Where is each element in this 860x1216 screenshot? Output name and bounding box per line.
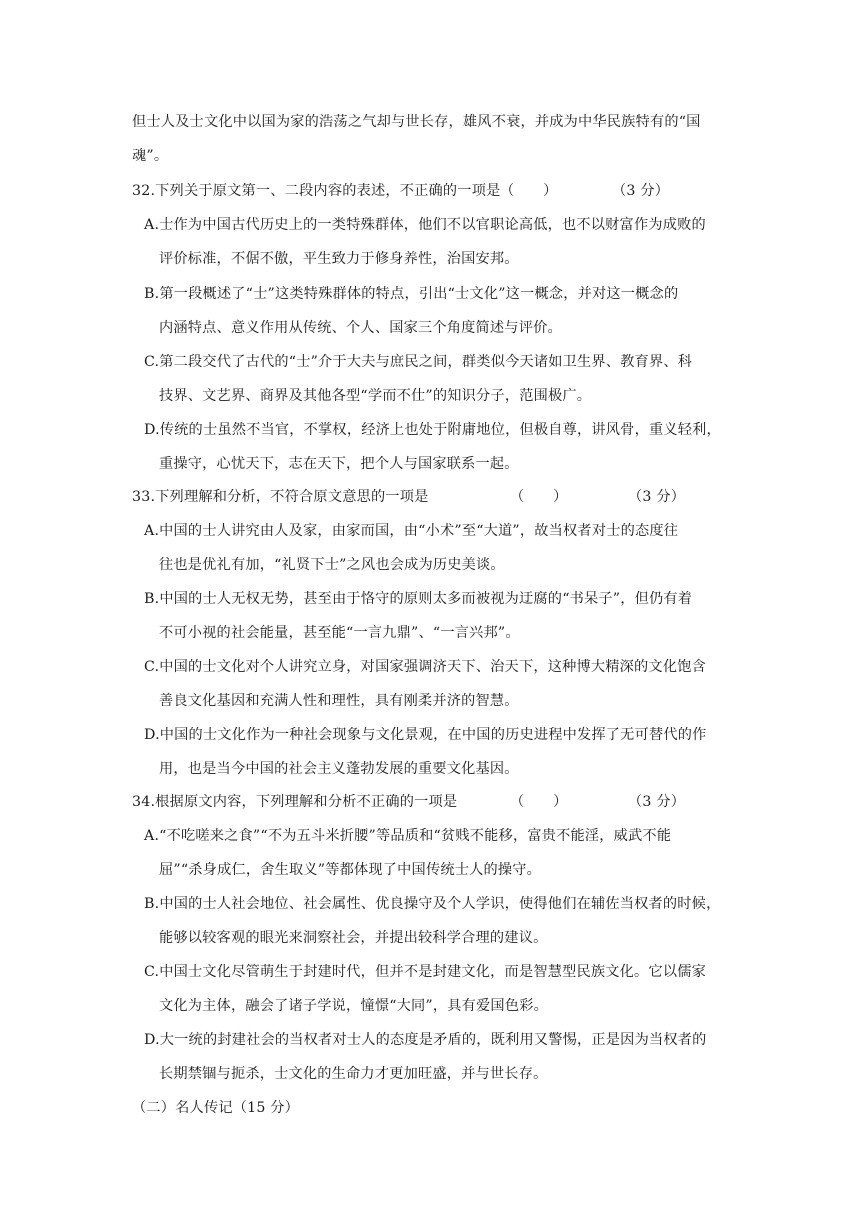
- q32-option-b-line-2: 内涵特点、意义作用从传统、个人、国家三个角度简述与评价。: [159, 320, 562, 336]
- q34-option-a-line-1: A.“不吃嗟来之食”“不为五斗米折腰”等品质和“贫贱不能移，富贵不能淫，威武不能: [144, 828, 672, 844]
- section-heading: （二）名人传记（15 分）: [132, 1100, 300, 1116]
- intro-line-2: 魂”。: [132, 148, 169, 164]
- q33-option-c-line-1: C.中国的士文化对个人讲究立身，对国家强调济天下、治天下，这种博大精深的文化饱含: [144, 659, 706, 675]
- q32-option-b-line-1: B.第一段概述了“士”这类特殊群体的特点，引出“士文化”这一概念，并对这一概念的: [144, 286, 679, 302]
- q33-option-b-line-2: 不可小视的社会能量，甚至能“一言九鼎”、“一言兴邦”。: [159, 625, 520, 641]
- question-34-score: （3 分）: [628, 794, 686, 810]
- q32-option-a-line-1: A.士作为中国古代历史上的一类特殊群体，他们不以官职论高低，也不以财富作为成败的: [144, 217, 706, 233]
- q33-option-b-line-1: B.中国的士人无权无势，甚至由于恪守的原则太多而被视为迂腐的“书呆子”，但仍有着: [144, 591, 693, 607]
- q33-option-d-line-1: D.中国的士文化作为一种社会现象与文化景观，在中国的历史进程中发挥了无可替代的作: [144, 727, 707, 743]
- q34-option-b-line-2: 能够以较客观的眼光来洞察社会，并提出较科学合理的建议。: [159, 930, 548, 946]
- intro-line-1: 但士人及士文化中以国为家的浩荡之气却与世长存，雄风不衰，并成为中华民族特有的“国: [132, 114, 701, 130]
- q34-option-b-line-1: B.中国的士人社会地位、社会属性、优良操守及个人学识，使得他们在辅佐当权者的时候，: [144, 896, 721, 912]
- question-32-stem: 32.下列关于原文第一、二段内容的表述，不正确的一项是: [132, 183, 501, 199]
- q34-option-d-line-2: 长期禁锢与扼杀，士文化的生命力才更加旺盛，并与世长存。: [159, 1066, 548, 1082]
- q33-option-a-line-1: A.中国的士人讲究由人及家，由家而国，由“小术”至“大道”，故当权者对士的态度往: [144, 523, 679, 539]
- q34-option-c-line-2: 文化为主体，融会了诸子学说，憧憬“大同”，具有爱国色彩。: [159, 998, 548, 1014]
- q33-option-a-line-2: 往也是优礼有加，“礼贤下士”之风也会成为历史美谈。: [159, 557, 505, 573]
- q33-option-c-line-2: 善良文化基因和充满人性和理性，具有刚柔并济的智慧。: [159, 693, 519, 709]
- q32-option-c-line-2: 技界、文艺界、商界及其他各型“学而不仕”的知识分子，范围极广。: [159, 388, 592, 404]
- question-33-answer-blank: （ ）: [510, 489, 568, 505]
- question-34-stem: 34.根据原文内容，下列理解和分析不正确的一项是: [132, 794, 458, 810]
- q32-option-a-line-2: 评价标准，不倨不傲，平生致力于修身养性，治国安邦。: [159, 251, 519, 267]
- q34-option-a-line-2: 屈”“杀身成仁，舍生取义”等都体现了中国传统士人的操守。: [159, 862, 542, 878]
- q34-option-d-line-1: D.大一统的封建社会的当权者对士人的态度是矛盾的，既利用又警惕，正是因为当权者的: [144, 1032, 707, 1048]
- q32-option-d-line-2: 重操守，心忧天下，志在天下，把个人与国家联系一起。: [159, 456, 519, 472]
- q32-option-d-line-1: D.传统的士虽然不当官，不掌权，经济上也处于附庸地位，但极自尊，讲风骨，重义轻利，: [144, 422, 721, 438]
- q32-option-c-line-1: C.第二段交代了古代的“士”介于大夫与庶民之间，群类似今天诸如卫生界、教育界、科: [144, 354, 693, 370]
- question-32-score: （3 分）: [612, 183, 670, 199]
- question-33-stem: 33.下列理解和分析，不符合原文意思的一项是: [132, 489, 429, 505]
- q34-option-c-line-1: C.中国士文化尽管萌生于封建时代，但并不是封建文化，而是智慧型民族文化。它以儒家: [144, 964, 706, 980]
- question-33-score: （3 分）: [628, 489, 686, 505]
- question-32-answer-blank: （ ）: [500, 183, 558, 199]
- q33-option-d-line-2: 用，也是当今中国的社会主义蓬勃发展的重要文化基因。: [159, 761, 519, 777]
- question-34-answer-blank: （ ）: [510, 794, 568, 810]
